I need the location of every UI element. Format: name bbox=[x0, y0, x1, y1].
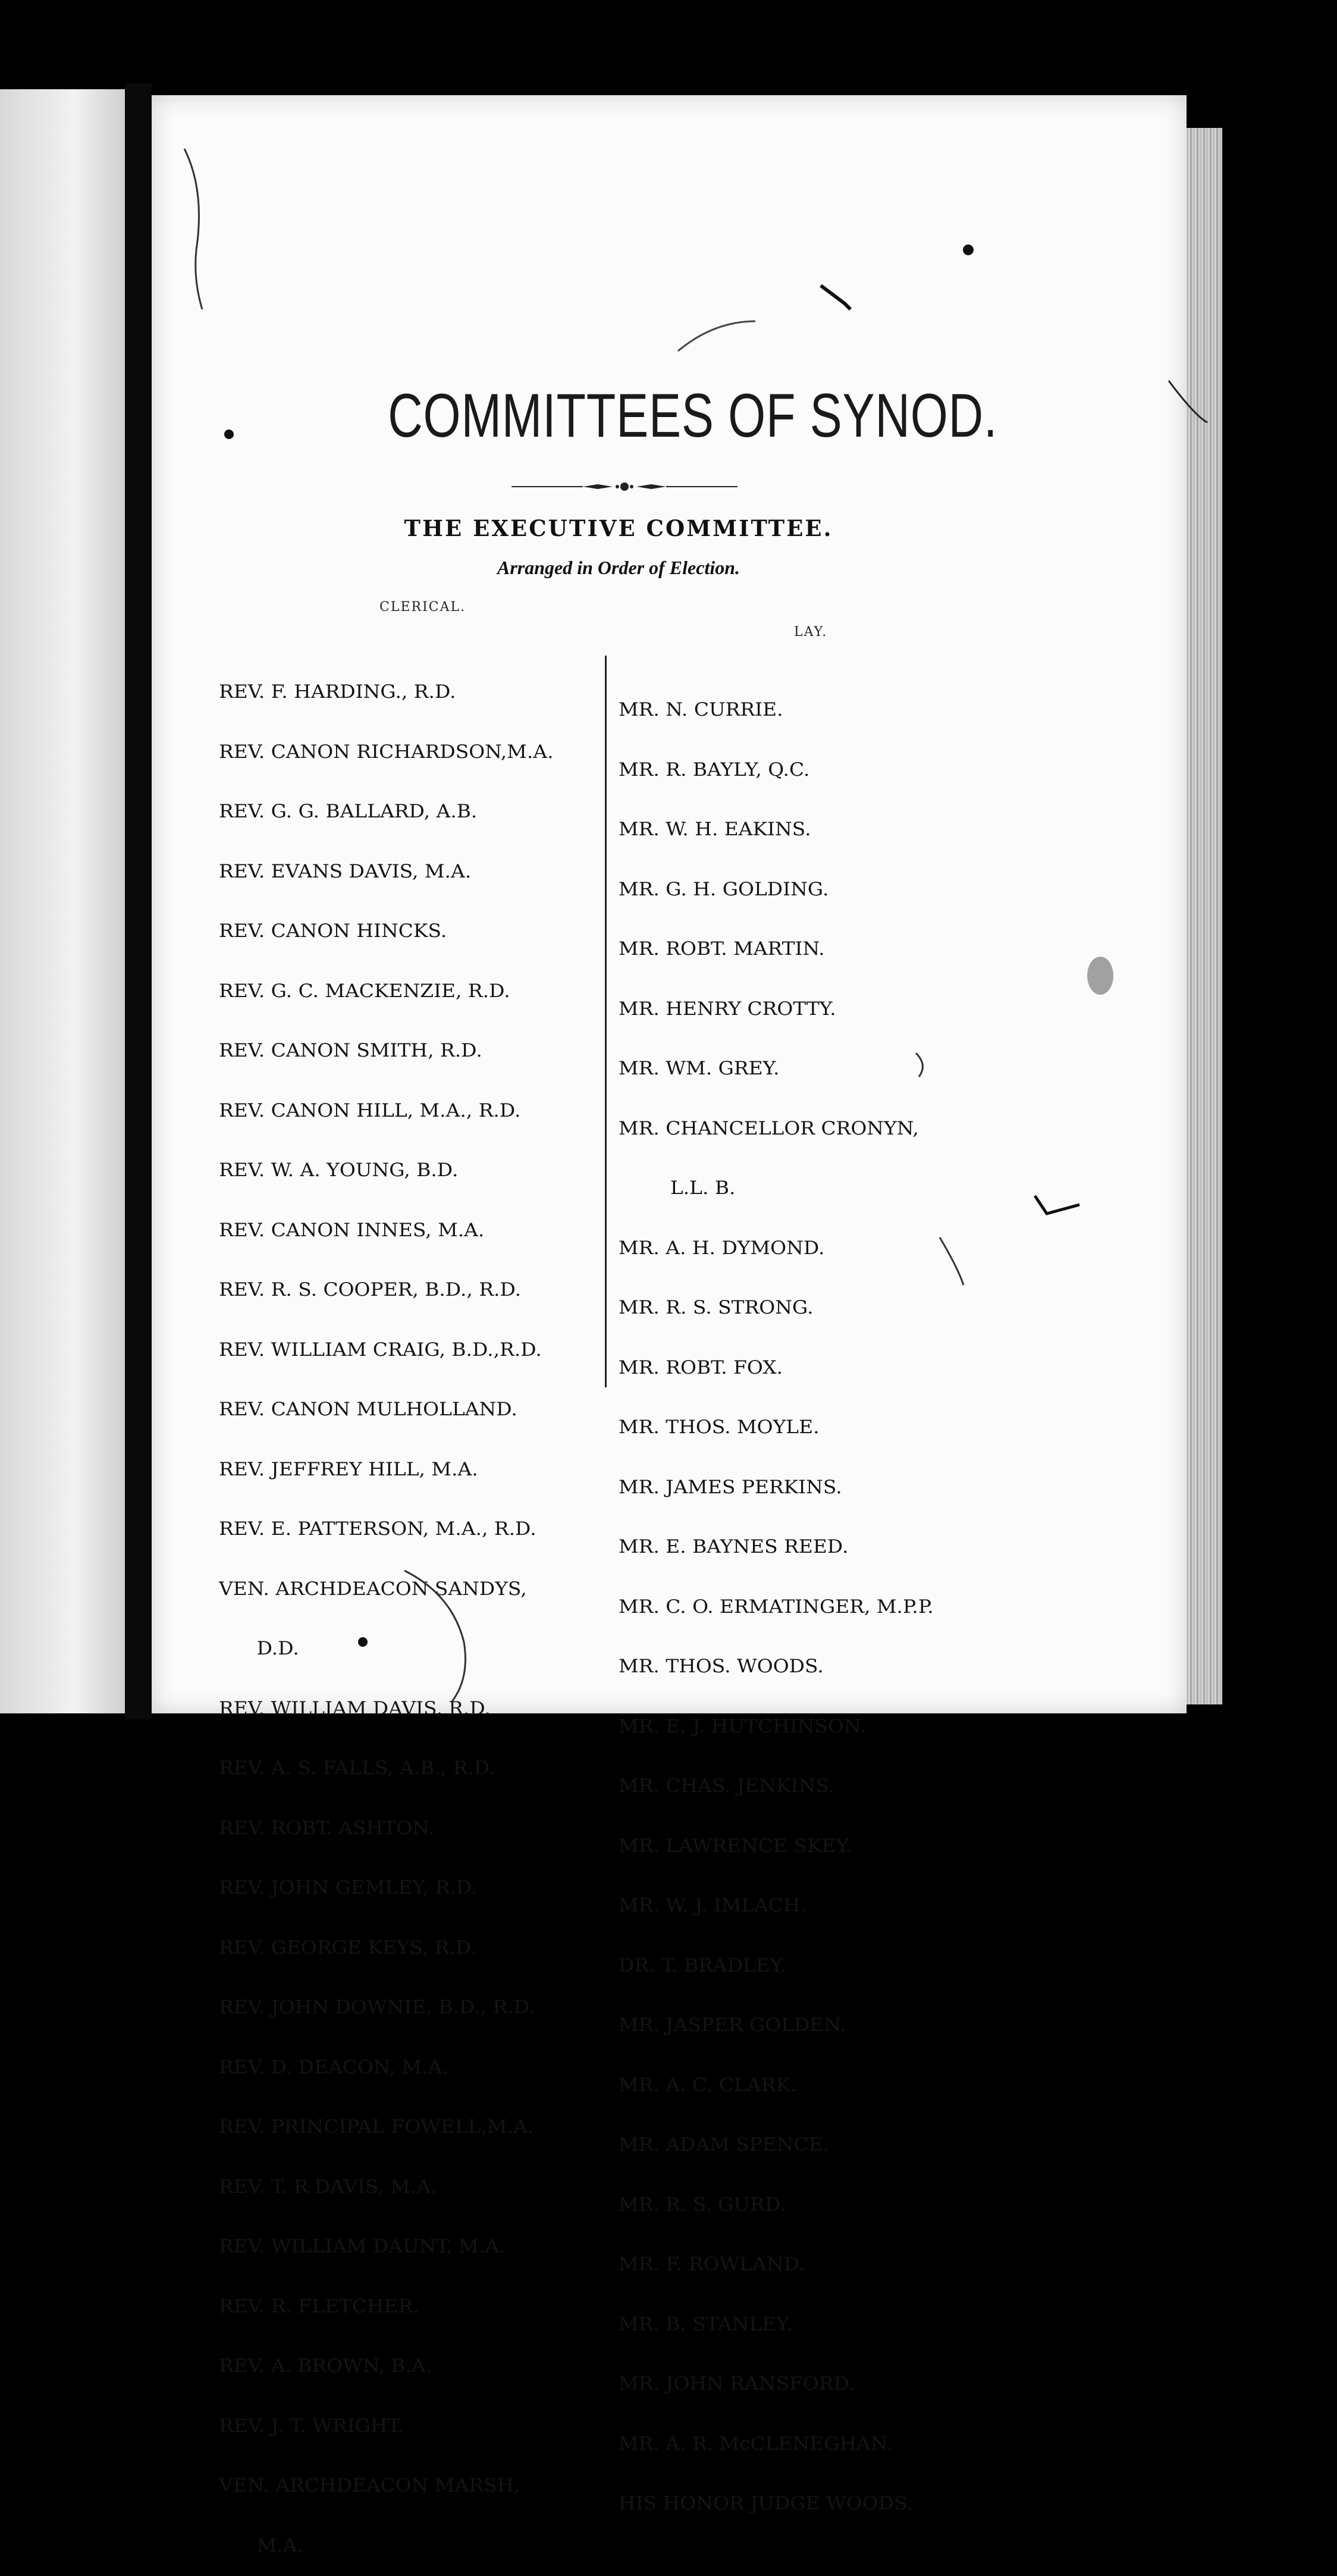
lay-member: MR. JOHN RANSFORD. bbox=[619, 2373, 855, 2395]
clerical-member: REV. CANON HINCKS. bbox=[219, 920, 447, 942]
clerical-member: REV. F. HARDING., R.D. bbox=[219, 681, 456, 703]
committee-subheading: Arranged in Order of Election. bbox=[497, 557, 740, 578]
lay-member: MR. A. R. McCLENEGHAN. bbox=[619, 2433, 893, 2455]
clerical-member: REV. E. PATTERSON, M.A., R.D. bbox=[219, 1518, 536, 1540]
clerical-member: REV. CANON RICHARDSON,M.A. bbox=[219, 741, 554, 763]
clerical-member: REV. JOHN GEMLEY, R.D. bbox=[219, 1877, 478, 1898]
clerical-member: REV. ROBT. ASHTON. bbox=[219, 1817, 435, 1839]
column-divider bbox=[605, 656, 607, 1387]
lay-member: MR. E. BAYNES REED. bbox=[619, 1536, 849, 1557]
lay-member: MR. ADAM SPENCE. bbox=[619, 2134, 830, 2155]
lay-member: MR. LAWRENCE SKEY. bbox=[619, 1835, 853, 1857]
clerical-member-continuation: D.D. bbox=[256, 1638, 299, 1659]
clerical-member: REV. R. FLETCHER. bbox=[219, 2295, 419, 2317]
clerical-member: REV. CANON SMITH, R.D. bbox=[219, 1040, 482, 1061]
clerical-member: REV. WILLIAM CRAIG, B.D.,R.D. bbox=[219, 1339, 542, 1361]
lay-member: MR. W. H. EAKINS. bbox=[619, 819, 811, 840]
lay-member: MR. W. J. IMLACH. bbox=[619, 1895, 807, 1916]
clerical-member: REV. D. DEACON, M.A. bbox=[219, 2056, 448, 2078]
clerical-member: REV. A. BROWN, B.A. bbox=[219, 2355, 432, 2377]
lay-member: MR. JASPER GOLDEN. bbox=[619, 2014, 846, 2036]
clerical-member: REV. A. S. FALLS, A.B., R.D. bbox=[219, 1757, 495, 1779]
lay-member: MR. WM. GREY. bbox=[619, 1058, 780, 1079]
clerical-member: REV. GEORGE KEYS, R.D. bbox=[219, 1936, 477, 1958]
lay-member: MR. B. STANLEY. bbox=[619, 2313, 793, 2335]
lay-column-heading: LAY. bbox=[794, 625, 828, 640]
clerical-member: REV. CANON HILL, M.A., R.D. bbox=[219, 1099, 521, 1121]
lay-member: MR. R. S. GURD. bbox=[619, 2193, 786, 2215]
book-gutter bbox=[125, 83, 152, 1719]
clerical-member: REV. WILLIAM DAUNT, M.A. bbox=[219, 2236, 506, 2257]
lay-member: MR. C. O. ERMATINGER, M.P.P. bbox=[619, 1596, 934, 1618]
clerical-member: VEN. ARCHDEACON SANDYS, bbox=[219, 1578, 527, 1600]
clerical-member: REV. R. S. COOPER, B.D., R.D. bbox=[219, 1279, 522, 1300]
ornament-rule bbox=[511, 481, 737, 493]
clerical-member-continuation: M.A. bbox=[256, 2534, 303, 2556]
lay-members-list bbox=[619, 660, 934, 2534]
lay-member: MR. CHAS. JENKINS. bbox=[619, 1775, 835, 1797]
lay-member: MR. R. BAYLY, Q.C. bbox=[619, 759, 810, 781]
clerical-member: REV. WILLIAM DAVIS, R.D. bbox=[219, 1697, 491, 1719]
lay-member: MR. THOS. MOYLE. bbox=[619, 1417, 820, 1438]
clerical-member: REV. CANON INNES, M.A. bbox=[219, 1219, 485, 1241]
lay-member: MR. THOS. WOODS. bbox=[619, 1656, 824, 1677]
lay-member: MR. R. S. STRONG. bbox=[619, 1297, 814, 1318]
clerical-member: REV. EVANS DAVIS, M.A. bbox=[219, 860, 472, 882]
clerical-member: REV. T. R DAVIS, M.A. bbox=[219, 2176, 437, 2198]
clerical-member: REV. W. A. YOUNG, B.D. bbox=[219, 1159, 459, 1181]
lay-member: MR. CHANCELLOR CRONYN, bbox=[619, 1117, 919, 1139]
lay-member: MR. F. ROWLAND. bbox=[619, 2254, 805, 2275]
lay-member-continuation: L.L. B. bbox=[670, 1177, 736, 1199]
lay-member: MR. E. J. HUTCHINSON. bbox=[619, 1715, 867, 1737]
lay-member: MR. A. C. CLARK. bbox=[619, 2074, 797, 2096]
clerical-member: REV. G. C. MACKENZIE, R.D. bbox=[219, 980, 510, 1002]
clerical-member: REV. PRINCIPAL FOWELL,M.A. bbox=[219, 2116, 534, 2138]
clerical-member: REV. JOHN DOWNIE, B.D., R.D. bbox=[219, 1997, 535, 2018]
lay-member: MR. ROBT. MARTIN. bbox=[619, 938, 825, 960]
clerical-member: REV. G. G. BALLARD, A.B. bbox=[219, 801, 478, 822]
clerical-column-heading: CLERICAL. bbox=[379, 600, 466, 615]
clerical-member: REV. JEFFREY HILL, M.A. bbox=[219, 1458, 478, 1480]
facing-page-edge bbox=[0, 89, 125, 1713]
lay-member: MR. A. H. DYMOND. bbox=[619, 1237, 825, 1259]
lay-member: MR. N. CURRIE. bbox=[619, 699, 783, 720]
lay-member: MR. ROBT. FOX. bbox=[619, 1356, 783, 1378]
committee-heading: THE EXECUTIVE COMMITTEE. bbox=[404, 515, 833, 541]
lay-member: MR. HENRY CROTTY. bbox=[619, 998, 836, 1020]
lay-member: MR. JAMES PERKINS. bbox=[619, 1476, 842, 1498]
clerical-member: REV. J. T. WRIGHT. bbox=[219, 2415, 404, 2437]
clerical-member: REV. CANON MULHOLLAND. bbox=[219, 1399, 517, 1420]
clerical-members-list bbox=[219, 643, 554, 2576]
lay-member: MR. G. H. GOLDING. bbox=[619, 878, 829, 900]
lay-member: HIS HONOR JUDGE WOODS. bbox=[619, 2493, 913, 2514]
clerical-member: VEN. ARCHDEACON MARSH, bbox=[219, 2475, 520, 2496]
page-title: COMMITTEES OF SYNOD. bbox=[388, 381, 998, 450]
lay-member: DR. T. BRADLEY. bbox=[619, 1954, 787, 1976]
